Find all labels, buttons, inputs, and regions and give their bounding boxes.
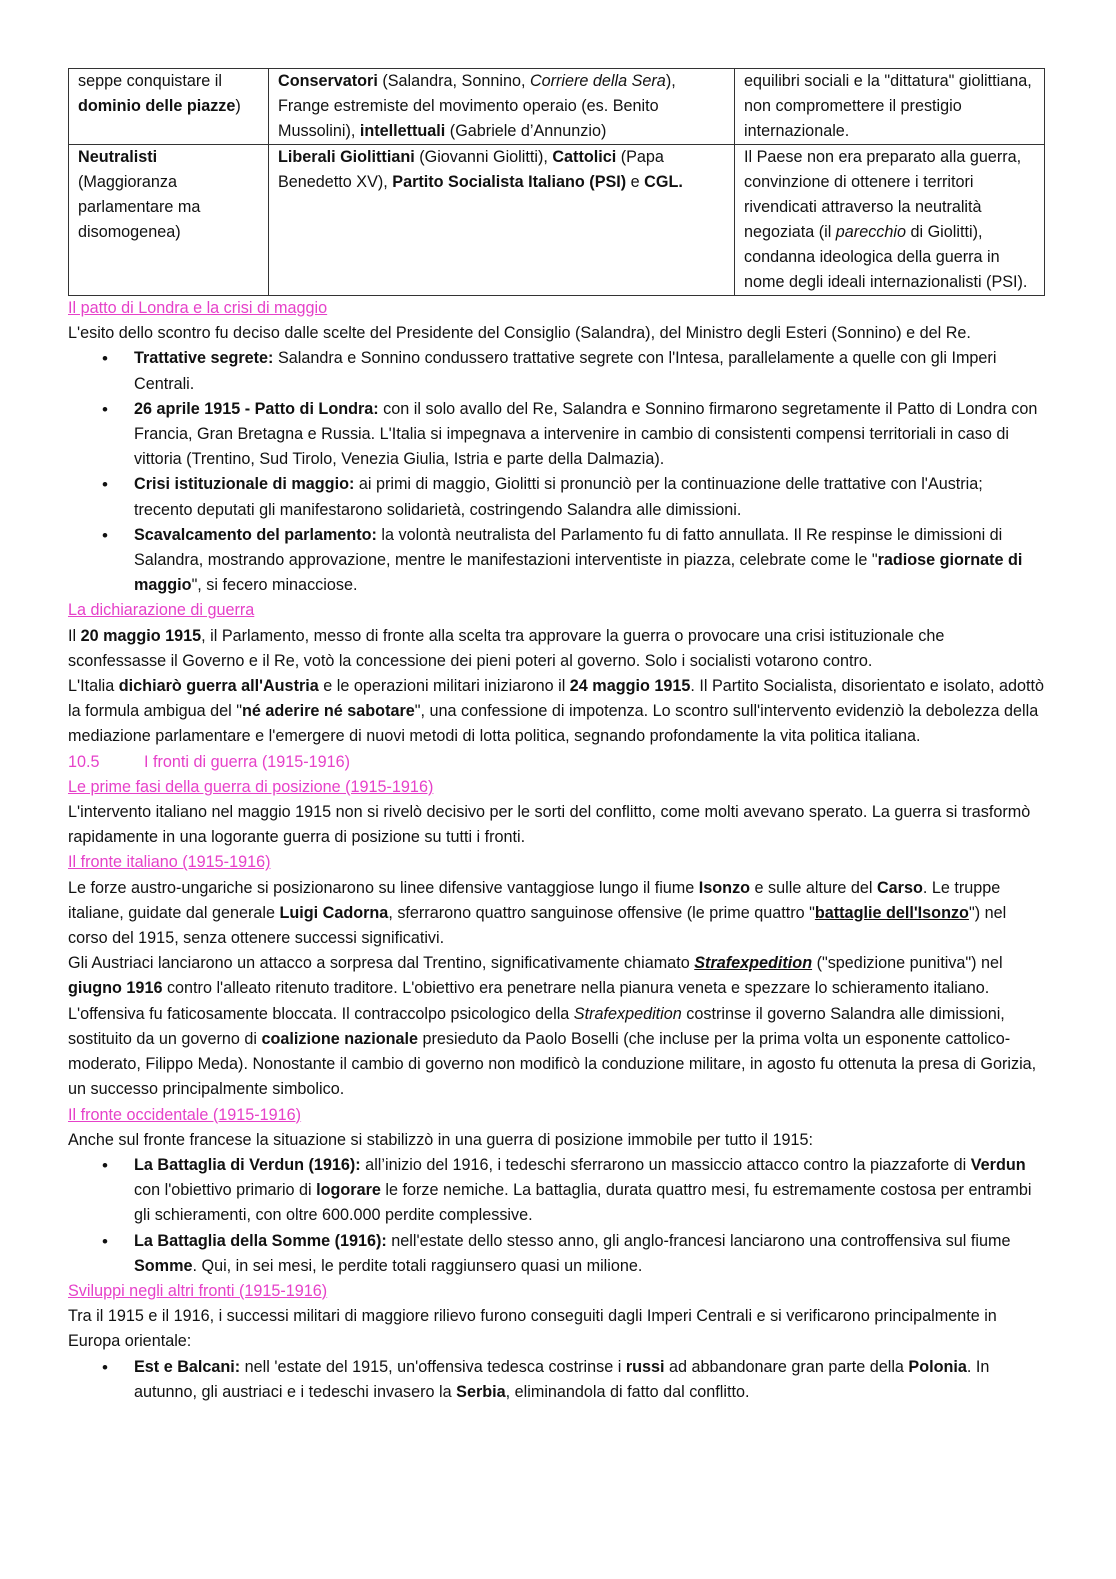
table-cell-members: Liberali Giolittiani (Giovanni Giolitti), Cattolici (Papa Benedetto XV), Partito Socialista Italiano (PSI) e CGL.: [269, 145, 735, 296]
paragraph: Il 20 maggio 1915, il Parlamento, messo di fronte alla scelta tra approvare la guerra o provocare una crisi istituzionale che sconfessasse il Governo e il Re, votò la concessione dei pieni poteri al governo. Solo i socialisti votarono contro.: [68, 626, 945, 670]
list-item: • Est e Balcani: nell 'estate del 1915, un'offensiva tedesca costrinse i russi ad abbandonare gran parte della Polonia. In autunno, gli austriaci e i tedeschi invasero la Serbia, eliminandola di fatto dal conflitto.: [134, 1355, 1044, 1405]
paragraph: L'Italia dichiarò guerra all'Austria e le operazioni militari iniziarono il 24 maggio 1915. Il Partito Socialista, disorientato e isolato, adottò la formula ambigua del "né aderire né sabotare", una confessione di impotenza. Lo scontro sull'intervento evidenziò la debolezza della mediazione parlamentare e l'emergere di nuovi metodi di lotta politica, segnando profondamente la vita politica italiana.: [68, 677, 1044, 746]
table-row: [69, 69, 1045, 145]
list-item: • Scavalcamento del parlamento: la volontà neutralista del Parlamento fu di fatto annullata. Il Re respinse le dimissioni di Salandra, mostrando approvazione, mentre le manifestazioni interventiste in piazza, celebrate come le "radiose giornate di maggio", si fecero minacciose.: [134, 523, 1044, 599]
list-item: • Crisi istituzionale di maggio: ai primi di maggio, Giolitti si pronunciò per la continuazione delle trattative con l'Austria; trecento deputati gli manifestarono solidarietà, costringendo Salandra alle dimissioni.: [134, 472, 1044, 522]
heading-fronte-italiano: Il fronte italiano (1915-1916): [68, 853, 271, 872]
factions-table: [68, 68, 1045, 296]
section-title: I fronti di guerra (1915-1916): [144, 752, 351, 771]
paragraph: Anche sul fronte francese la situazione si stabilizzò in una guerra di posizione immobile per tutto il 1915:: [68, 1130, 814, 1149]
table-cell-motivations: Il Paese non era preparato alla guerra, convinzione di ottenere i territori rivendicati attraverso la neutralità negoziata (il parecchio di Giolitti), condanna ideologica della guerra in nome degli ideali internazionalisti (PSI).: [735, 145, 1045, 296]
list-item: • 26 aprile 1915 - Patto di Londra: con il solo avallo del Re, Salandra e Sonnino firmarono segretamente il Patto di Londra con Francia, Gran Bretagna e Russia. L'Italia si impegnava a intervenire in cambio di consistenti compensi territoriali in caso di vittoria (Trentino, Sud Tirolo, Venezia Giulia, Istria e parte della Dalmazia).: [134, 397, 1044, 473]
paragraph: Le forze austro-ungariche si posizionarono su linee difensive vantaggiose lungo il fiume Isonzo e sulle alture del Carso. Le truppe italiane, guidate dal generale Luigi Cadorna, sferrarono quattro sanguinose offensive (le prime quattro "battaglie dell'Isonzo") nel corso del 1915, senza ottenere successi significativi.: [68, 878, 1007, 948]
bullet-list-altri-fronti: [68, 1355, 1044, 1405]
paragraph: L'intervento italiano nel maggio 1915 non si rivelò decisivo per le sorti del conflitto, come molti avevano sperato. La guerra si trasformò rapidamente in una logorante guerra di posizione su tutti i fronti.: [68, 803, 1031, 847]
table-cell-motivations: equilibri sociali e la "dittatura" giolittiana, non compromettere il prestigio internazionale.: [735, 69, 1045, 145]
document-page: [68, 68, 1044, 1405]
list-item: • Trattative segrete: Salandra e Sonnino condussero trattative segrete con l'Intesa, parallelamente a quelle con gli Imperi Centrali.: [134, 346, 1044, 396]
heading-altri-fronti: Sviluppi negli altri fronti (1915-1916): [68, 1281, 328, 1300]
heading-dichiarazione: La dichiarazione di guerra: [68, 601, 255, 620]
paragraph: L'esito dello scontro fu deciso dalle scelte del Presidente del Consiglio (Salandra), del Ministro degli Esteri (Sonnino) e del Re.: [68, 324, 971, 343]
heading-patto-londra: Il patto di Londra e la crisi di maggio: [68, 299, 328, 317]
list-item: • La Battaglia di Verdun (1916): all’inizio del 1916, i tedeschi sferrarono un massiccio attacco contro la piazzaforte di Verdun con l'obiettivo primario di logorare le forze nemiche. La battaglia, durata quattro mesi, fu estremamente costosa per entrambi gli schieramenti, con oltre 600.000 perdite complessive.: [134, 1153, 1044, 1229]
paragraph: Tra il 1915 e il 1916, i successi militari di maggiore rilievo furono conseguiti dagli Imperi Centrali e si verificarono principalmente in Europa orientale:: [68, 1307, 997, 1351]
section-heading: [68, 750, 1044, 775]
heading-fronte-occidentale: Il fronte occidentale (1915-1916): [68, 1105, 302, 1124]
table-cell-faction: seppe conquistare il dominio delle piazze): [69, 69, 269, 145]
table-cell-faction: Neutralisti (Maggioranza parlamentare ma disomogenea): [69, 145, 269, 296]
table-row: [69, 145, 1045, 296]
heading-prime-fasi: Le prime fasi della guerra di posizione (1915-1916): [68, 777, 434, 796]
bullet-list-londra: [68, 346, 1044, 598]
bullet-list-occidentale: [68, 1153, 1044, 1279]
section-number: 10.5: [68, 752, 100, 771]
table-cell-members: Conservatori (Salandra, Sonnino, Corriere della Sera), Frange estremiste del movimento operaio (es. Benito Mussolini), intellettuali (Gabriele d’Annunzio): [269, 69, 735, 145]
paragraph: Gli Austriaci lanciarono un attacco a sorpresa dal Trentino, significativamente chiamato Strafexpedition ("spedizione punitiva") nel giugno 1916 contro l'alleato ritenuto traditore. L'obiettivo era penetrare nella pianura veneta e spezzare lo schieramento italiano. L'offensiva fu faticosamente bloccata. Il contraccolpo psicologico della Strafexpedition costrinse il governo Salandra alle dimissioni, sostituito da un governo di coalizione nazionale presieduto da Paolo Boselli (che incluse per la prima volta un esponente cattolico-moderato, Filippo Meda). Nonostante il cambio di governo non modificò la conduzione militare, in agosto fu ottenuta la presa di Gorizia, un successo principalmente simbolico.: [68, 954, 1037, 1099]
list-item: • La Battaglia della Somme (1916): nell'estate dello stesso anno, gli anglo-francesi lanciarono una controffensiva sul fiume Somme. Qui, in sei mesi, le perdite totali raggiunsero quasi un milione.: [134, 1229, 1044, 1279]
